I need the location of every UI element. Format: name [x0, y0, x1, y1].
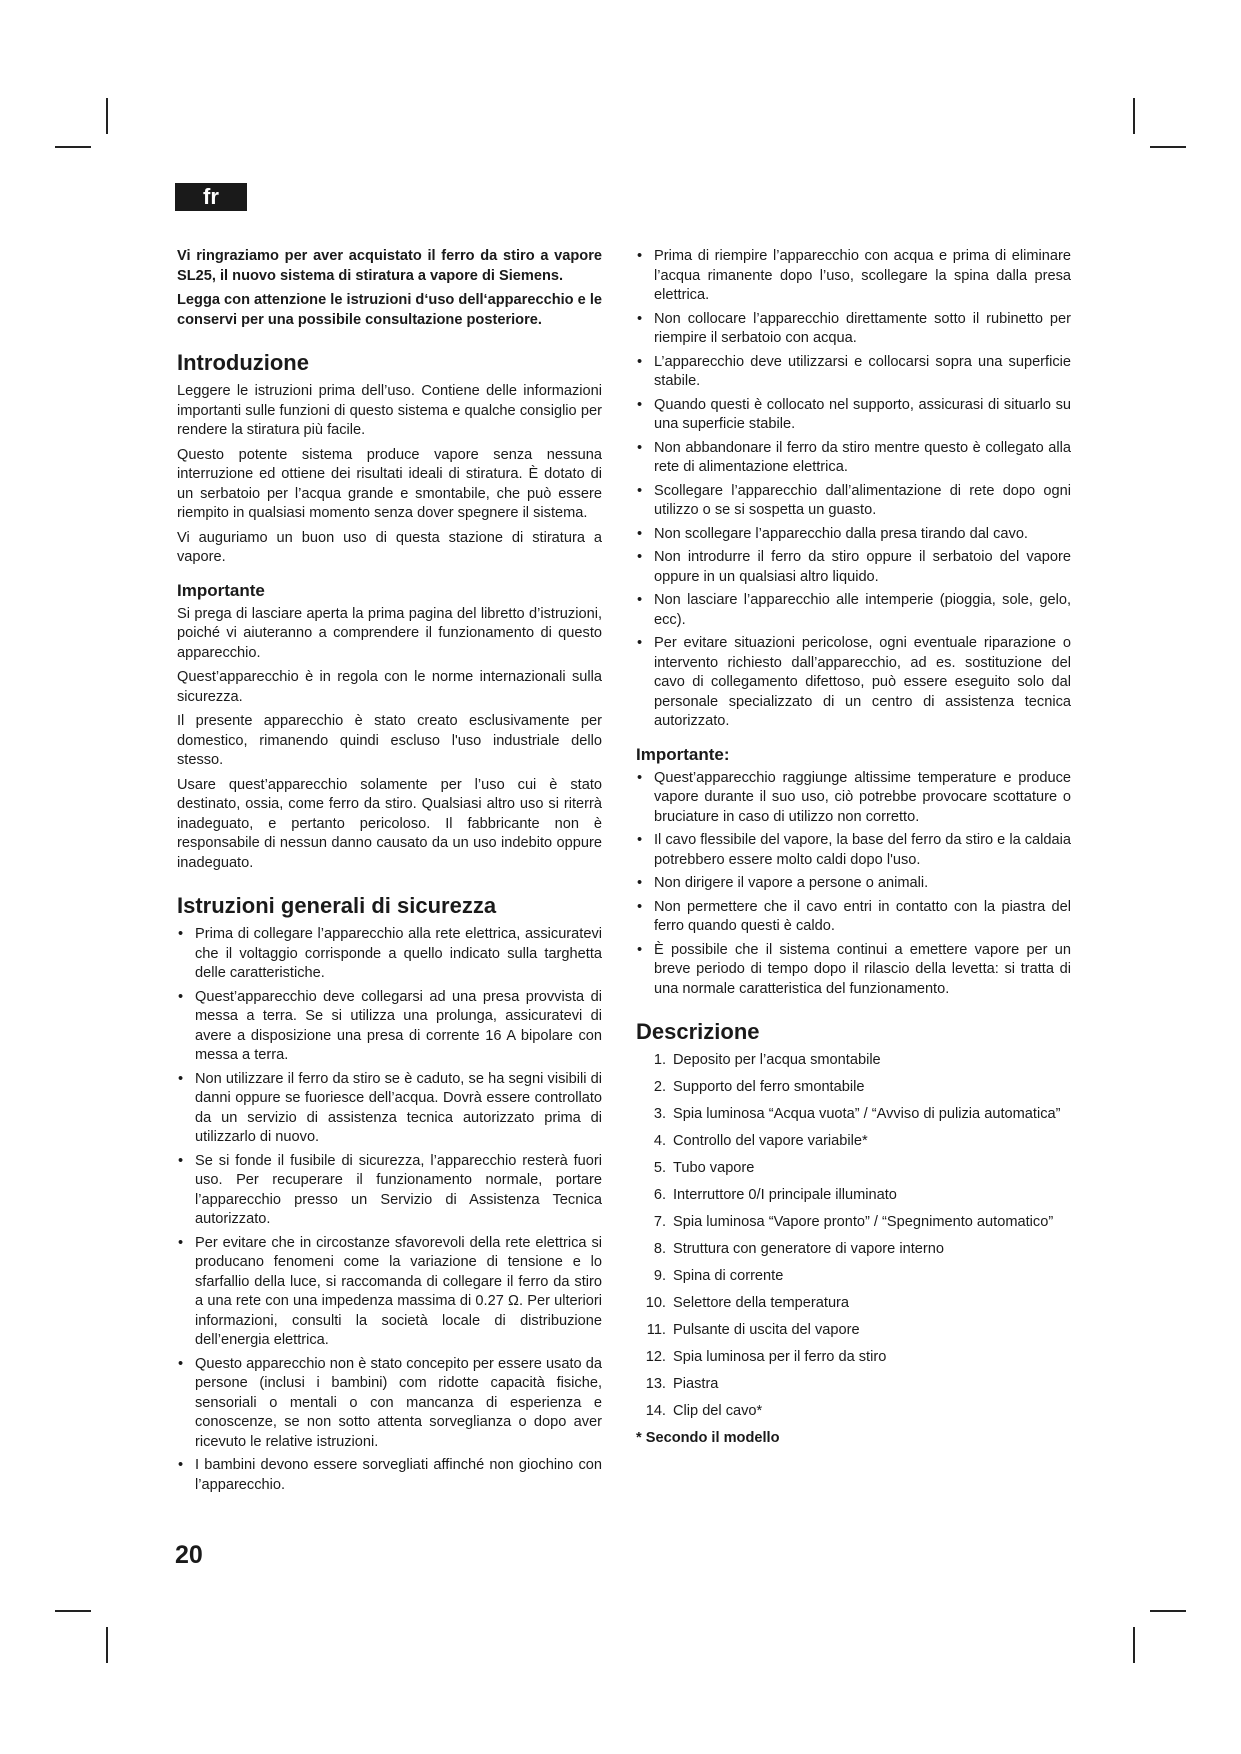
item-text: Interruttore 0/I principale illuminato	[673, 1187, 897, 1203]
item-text: Controllo del vapore variabile*	[673, 1133, 868, 1149]
right-column	[636, 247, 1071, 1449]
item-text: Selettore della temperatura	[673, 1295, 850, 1311]
item-number: 6.	[653, 1187, 666, 1203]
importante-paragraph: Il presente apparecchio è stato creato esclusivamente per domestico, rimanendo quindi escluso l'uso industriale dello stesso.	[177, 713, 602, 768]
importante-paragraph: Quest’apparecchio è in regola con le norme internazionali sulla sicurezza.	[177, 669, 602, 705]
list-item	[636, 1402, 1071, 1420]
intro-read: Legga con attenzione le istruzioni d‘uso dell‘apparecchio e le conservi per una possibile consultazione posteriore.	[177, 292, 602, 328]
item-text: Supporto del ferro smontabile	[673, 1079, 865, 1095]
item-number: 10.	[645, 1295, 666, 1311]
crop-mark	[1150, 146, 1186, 148]
item-number: 5.	[653, 1160, 666, 1176]
list-item	[636, 1078, 1071, 1096]
item-text: Struttura con generatore di vapore interno	[673, 1241, 944, 1257]
list-item: • Prima di riempire l’apparecchio con acqua e prima di eliminare l’acqua rimanente dopo l’uso, scollegare la spina dalla presa elettrica.	[636, 247, 1071, 306]
introduzione-heading: Introduzione	[177, 350, 309, 375]
importante-paragraph: Si prega di lasciare aperta la prima pagina del libretto d’istruzioni, poiché vi aiuteranno a comprendere il funzionamento di questo apparecchio.	[177, 605, 602, 661]
list-item	[636, 1375, 1071, 1393]
item-text: Piastra	[673, 1376, 719, 1392]
item-text: Pulsante di uscita del vapore	[673, 1322, 860, 1338]
list-item	[636, 1294, 1071, 1312]
item-number: 4.	[653, 1133, 666, 1149]
item-number: 8.	[653, 1241, 666, 1257]
item-text: Deposito per l’acqua smontabile	[673, 1052, 881, 1068]
list-item: • Non permettere che il cavo entri in contatto con la piastra del ferro quando questi è caldo.	[636, 898, 1071, 937]
intro-thanks: Vi ringraziamo per aver acquistato il ferro da stiro a vapore SL25, il nuovo sistema di stiratura a vapore di Siemens.	[177, 248, 602, 284]
language-tab: fr	[175, 183, 247, 211]
list-item: • Quando questi è collocato nel supporto, assicurasi di situarlo su una superficie stabile.	[636, 396, 1071, 435]
list-item: • Non dirigere il vapore a persone o animali.	[636, 874, 1071, 894]
importante-warning-list	[636, 769, 1071, 1000]
item-text: Tubo vapore	[673, 1160, 755, 1176]
item-number: 2.	[653, 1079, 666, 1095]
item-number: 9.	[653, 1268, 666, 1284]
list-item	[636, 1186, 1071, 1204]
list-item: • Quest’apparecchio deve collegarsi ad una presa provvista di messa a terra. Se si utilizza una prolunga, assicuratevi di avere a disposizione una presa di corrente 16 A bipolare con messa a terra.	[177, 988, 602, 1066]
list-item	[636, 1132, 1071, 1150]
item-text: Spia luminosa per il ferro da stiro	[673, 1349, 887, 1365]
list-item: • L’apparecchio deve utilizzarsi e collocarsi sopra una superficie stabile.	[636, 353, 1071, 392]
item-number: 12.	[645, 1349, 666, 1365]
item-number: 11.	[646, 1322, 666, 1338]
list-item: • Per evitare situazioni pericolose, ogni eventuale riparazione o intervento richiesto dall’apparecchio, ad es. sostituzione del cavo di collegamento difettoso, può essere eseguito solo dal personale specializzato di un centro di assistenza tecnica autorizzato.	[636, 634, 1071, 732]
list-item: • I bambini devono essere sorvegliati affinché non giochino con l’apparecchio.	[177, 1456, 602, 1495]
list-item: • Non lasciare l’apparecchio alle intemperie (pioggia, sole, gelo, ecc).	[636, 591, 1071, 630]
list-item	[636, 1321, 1071, 1339]
list-item	[636, 1348, 1071, 1366]
crop-mark	[106, 1627, 108, 1663]
item-number: 3.	[653, 1106, 666, 1122]
item-text: Spia luminosa “Acqua vuota” / “Avviso di pulizia automatica”	[673, 1106, 1061, 1122]
list-item	[636, 1159, 1071, 1177]
crop-mark	[1150, 1610, 1186, 1612]
list-item: • Non introdurre il ferro da stiro oppure il serbatoio del vapore oppure in un qualsiasi altro liquido.	[636, 548, 1071, 587]
list-item: • Non scollegare l’apparecchio dalla presa tirando dal cavo.	[636, 525, 1071, 545]
item-text: Spia luminosa “Vapore pronto” / “Spegnimento automatico”	[673, 1214, 1054, 1230]
item-number: 7.	[653, 1214, 666, 1230]
crop-mark	[1133, 98, 1135, 134]
list-item: • Non utilizzare il ferro da stiro se è caduto, se ha segni visibili di danni oppure se fuoriesce dell’acqua. Dovrà essere controllato da un servizio di assistenza tecnica autorizzato prima di utilizzarlo di nuovo.	[177, 1070, 602, 1148]
list-item	[636, 1240, 1071, 1258]
model-footnote: * Secondo il modello	[636, 1430, 780, 1446]
list-item	[636, 1051, 1071, 1069]
list-item: • Quest’apparecchio raggiunge altissime temperature e produce vapore durante il suo uso, ciò potrebbe provocare scottature o bruciature in caso di utilizzo non corretto.	[636, 769, 1071, 828]
crop-mark	[55, 146, 91, 148]
list-item: • È possibile che il sistema continui a emettere vapore per un breve periodo di tempo dopo il rilascio della levetta: si tratta di una normale caratteristica del funzionamento.	[636, 941, 1071, 1000]
sicurezza-list-continued	[636, 247, 1071, 732]
importante-warning-heading: Importante:	[636, 744, 730, 764]
importante-paragraph: Usare quest’apparecchio solamente per l’uso cui è stato destinato, ossia, come ferro da stiro. Qualsiasi altro uso si riterrà inadeguato, e pertanto pericoloso. Il fabbricante non è responsabile di nessun danno causato da un uso indebito oppure inadeguato.	[177, 776, 602, 871]
list-item	[636, 1105, 1071, 1123]
crop-mark	[1133, 1627, 1135, 1663]
list-item: • Non collocare l’apparecchio direttamente sotto il rubinetto per riempire il serbatoio con acqua.	[636, 310, 1071, 349]
importante-heading: Importante	[177, 580, 265, 600]
list-item: • Per evitare che in circostanze sfavorevoli della rete elettrica si producano fenomeni come la variazione di tensione e lo sfarfallio della luce, si raccomanda di collegare il ferro da stiro a una rete con una impedenza massima di 0.27 Ω. Per ulteriori informazioni, consulti la società locale di distribuzione dell’energia elettrica.	[177, 1234, 602, 1351]
item-number: 14.	[645, 1403, 666, 1419]
list-item: • Se si fonde il fusibile di sicurezza, l’apparecchio resterà fuori uso. Per recuperare il funzionamento normale, portare l’apparecchio presso un Servizio di Assistenza Tecnica autorizzato.	[177, 1152, 602, 1230]
item-text: Clip del cavo*	[673, 1403, 763, 1419]
descrizione-list	[636, 1051, 1071, 1420]
list-item: • Questo apparecchio non è stato concepito per essere usato da persone (inclusi i bambini) com ridotte capacità fisiche, sensoriali o mentali o con mancanza di esperienza e conoscenze, se non sotto attenta sorveglianza o dopo aver ricevuto le relative istruzioni.	[177, 1355, 602, 1453]
list-item: • Scollegare l’apparecchio dall’alimentazione di rete dopo ogni utilizzo o se si sospetta un guasto.	[636, 482, 1071, 521]
list-item	[636, 1267, 1071, 1285]
list-item	[636, 1213, 1071, 1231]
list-item: • Prima di collegare l’apparecchio alla rete elettrica, assicuratevi che il voltaggio corrisponde a quello indicato sulla targhetta delle caratteristiche.	[177, 925, 602, 984]
crop-mark	[106, 98, 108, 134]
introduzione-paragraph: Questo potente sistema produce vapore senza nessuna interruzione ed ottiene dei risultati ideali di stiratura. È dotato di un serbatoio per l’acqua grande e smontabile, che può essere riempito in qualsiasi momento senza dover spegnere il sistema.	[177, 446, 602, 521]
crop-mark	[55, 1610, 91, 1612]
item-text: Spina di corrente	[673, 1268, 784, 1284]
sicurezza-list	[177, 925, 602, 1495]
introduzione-paragraph: Vi auguriamo un buon uso di questa stazione di stiratura a vapore.	[177, 529, 602, 565]
introduzione-paragraph: Leggere le istruzioni prima dell’uso. Contiene delle informazioni importanti sulle funzioni di questo sistema e qualche consiglio per rendere la stiratura più facile.	[177, 383, 602, 438]
item-number: 1.	[653, 1052, 666, 1068]
list-item: • Il cavo flessibile del vapore, la base del ferro da stiro e la caldaia potrebbero essere molto caldi dopo l'uso.	[636, 831, 1071, 870]
sicurezza-heading: Istruzioni generali di sicurezza	[177, 893, 497, 918]
page-number: 20	[175, 1541, 203, 1569]
list-item: • Non abbandonare il ferro da stiro mentre questo è collegato alla rete di alimentazione elettrica.	[636, 439, 1071, 478]
descrizione-heading: Descrizione	[636, 1019, 760, 1044]
item-number: 13.	[645, 1376, 666, 1392]
left-column	[177, 247, 602, 1499]
